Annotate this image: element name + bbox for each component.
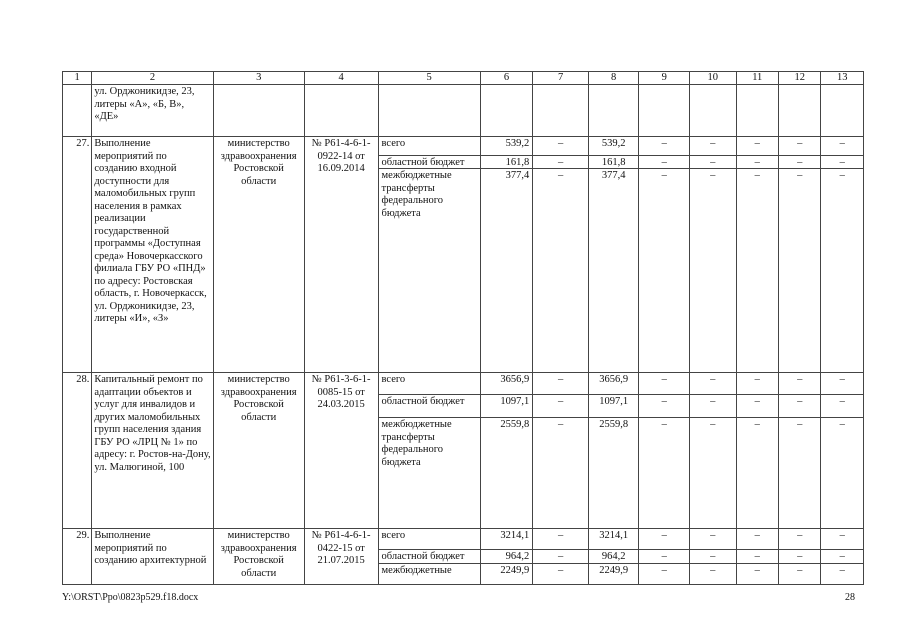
value: – bbox=[754, 565, 760, 576]
col-header: 4 bbox=[304, 72, 378, 85]
value: – bbox=[797, 565, 803, 576]
value-cell-10 bbox=[690, 373, 737, 529]
value: – bbox=[639, 550, 689, 564]
value: – bbox=[710, 170, 716, 181]
source-name: областной бюджет bbox=[379, 156, 480, 169]
value-cell-12 bbox=[778, 373, 820, 529]
value-cell-6 bbox=[480, 529, 533, 585]
value: – bbox=[821, 550, 863, 564]
value: – bbox=[779, 395, 820, 418]
source-name: всего bbox=[379, 529, 480, 550]
value: 3214,1 bbox=[481, 529, 533, 550]
col-header: 11 bbox=[736, 72, 778, 85]
value: – bbox=[661, 565, 667, 576]
table-row bbox=[63, 137, 864, 373]
value: – bbox=[639, 156, 689, 169]
ministry-cell: министерство здравоохранения Ростовской области bbox=[213, 137, 304, 373]
value-cell-6 bbox=[480, 373, 533, 529]
value-cell-13 bbox=[821, 137, 864, 373]
value: 377,4 bbox=[505, 170, 530, 181]
value: 3656,9 bbox=[481, 373, 533, 395]
document-cell: № Р61-4-6-1-0422-15 от 21.07.2015 bbox=[304, 529, 378, 585]
value: – bbox=[839, 565, 845, 576]
value-cell-11 bbox=[736, 373, 778, 529]
value-cell-9 bbox=[639, 373, 690, 529]
col-header: 5 bbox=[378, 72, 480, 85]
value: – bbox=[690, 395, 736, 418]
source-name: областной бюджет bbox=[379, 550, 480, 564]
source-name: межбюджетные трансферты федерального бюджета bbox=[381, 170, 452, 219]
value-cell-11 bbox=[736, 529, 778, 585]
value: – bbox=[754, 419, 760, 430]
value: – bbox=[533, 373, 588, 395]
value: – bbox=[639, 395, 689, 418]
value: – bbox=[639, 373, 689, 395]
value: 2249,9 bbox=[500, 565, 530, 576]
ministry-cell: министерство здравоохранения Ростовской области bbox=[213, 373, 304, 529]
value: 3214,1 bbox=[589, 529, 639, 550]
value-cell-13 bbox=[821, 529, 864, 585]
table-row bbox=[63, 373, 864, 529]
value-cell-12 bbox=[778, 529, 820, 585]
value: – bbox=[737, 529, 778, 550]
value: – bbox=[779, 550, 820, 564]
col-header: 9 bbox=[639, 72, 690, 85]
value: – bbox=[737, 156, 778, 169]
document-cell: № Р61-4-6-1-0922-14 от 16.09.2014 bbox=[304, 137, 378, 373]
table-row bbox=[63, 85, 864, 137]
col-header: 6 bbox=[480, 72, 533, 85]
value-cell-10 bbox=[690, 529, 737, 585]
source-name: всего bbox=[379, 373, 480, 395]
value-cell-6 bbox=[480, 137, 533, 373]
object-cell: Выполнение мероприятий по созданию входной доступности для маломобильных групп населения в рамках реализации государственной программы «Доступная среда» Новочеркасского филиала ГБУ РО «ПНД» по адресу: Ростовская область, г. Новочеркасск, ул. Орджоникидзе, 23, литеры «И», «З» bbox=[92, 137, 213, 373]
value: – bbox=[821, 156, 863, 169]
source-name: межбюджетные bbox=[381, 565, 452, 576]
file-path: Y:\ORST\Ppo\0823p529.f18.docx bbox=[62, 592, 199, 603]
value: – bbox=[710, 419, 716, 430]
col-header: 12 bbox=[778, 72, 820, 85]
value: – bbox=[779, 137, 820, 156]
page-number: 28 bbox=[845, 592, 855, 603]
col-header: 7 bbox=[533, 72, 589, 85]
value: – bbox=[557, 170, 564, 181]
value: 3656,9 bbox=[589, 373, 639, 395]
value: – bbox=[737, 137, 778, 156]
value: 2249,9 bbox=[599, 565, 629, 576]
value: – bbox=[533, 529, 588, 550]
source-name: всего bbox=[379, 137, 480, 156]
value: – bbox=[661, 170, 667, 181]
value-cell-8 bbox=[588, 373, 639, 529]
value-cell-8 bbox=[588, 137, 639, 373]
value: – bbox=[821, 529, 863, 550]
value: – bbox=[779, 156, 820, 169]
document-table bbox=[62, 71, 864, 585]
value: 964,2 bbox=[589, 550, 639, 564]
source-cell bbox=[378, 529, 480, 585]
col-header: 2 bbox=[92, 72, 213, 85]
document-cell: № Р61-3-6-1-0085-15 от 24.03.2015 bbox=[304, 373, 378, 529]
value: 377,4 bbox=[601, 170, 626, 181]
col-header: 1 bbox=[63, 72, 92, 85]
table-row bbox=[63, 529, 864, 585]
value-cell-12 bbox=[778, 137, 820, 373]
col-header: 10 bbox=[690, 72, 737, 85]
ministry-cell: министерство здравоохранения Ростовской области bbox=[213, 529, 304, 585]
value: – bbox=[737, 550, 778, 564]
row-number: 28. bbox=[63, 373, 92, 529]
value: – bbox=[639, 529, 689, 550]
value: – bbox=[779, 373, 820, 395]
value: – bbox=[690, 529, 736, 550]
col-header: 3 bbox=[213, 72, 304, 85]
value: – bbox=[779, 529, 820, 550]
value-cell-11 bbox=[736, 137, 778, 373]
value: 539,2 bbox=[589, 137, 639, 156]
value: 2559,8 bbox=[599, 419, 629, 430]
value: – bbox=[533, 395, 588, 418]
value-cell-9 bbox=[639, 529, 690, 585]
value: – bbox=[797, 170, 803, 181]
source-cell bbox=[378, 137, 480, 373]
value: – bbox=[754, 170, 760, 181]
value: – bbox=[797, 419, 803, 430]
value: – bbox=[533, 156, 588, 169]
row-number: 29. bbox=[63, 529, 92, 585]
source-cell bbox=[378, 373, 480, 529]
value: – bbox=[821, 137, 863, 156]
value: 1097,1 bbox=[481, 395, 533, 418]
value-cell-9 bbox=[639, 137, 690, 373]
col-header: 13 bbox=[821, 72, 864, 85]
value: – bbox=[821, 395, 863, 418]
value-cell-8 bbox=[588, 529, 639, 585]
row-number: 27. bbox=[63, 137, 92, 373]
object-cell: Выполнение мероприятий по созданию архитектурной bbox=[92, 529, 213, 585]
source-name: межбюджетные трансферты федерального бюджета bbox=[381, 419, 452, 468]
value: – bbox=[557, 565, 564, 576]
value-cell-10 bbox=[690, 137, 737, 373]
value: 161,8 bbox=[589, 156, 639, 169]
col-header: 8 bbox=[588, 72, 639, 85]
header-row bbox=[63, 72, 864, 85]
value: 2559,8 bbox=[500, 419, 530, 430]
value: – bbox=[737, 395, 778, 418]
value: 1097,1 bbox=[589, 395, 639, 418]
value: – bbox=[533, 137, 588, 156]
value: – bbox=[557, 419, 564, 430]
object-cell: ул. Орджоникидзе, 23, литеры «А», «Б, В», «ДЕ» bbox=[92, 85, 213, 137]
value-cell-7 bbox=[533, 529, 589, 585]
value: – bbox=[639, 137, 689, 156]
source-name: областной бюджет bbox=[379, 395, 480, 418]
value: – bbox=[690, 137, 736, 156]
value: – bbox=[821, 373, 863, 395]
value: – bbox=[661, 419, 667, 430]
value: 161,8 bbox=[481, 156, 533, 169]
value: 539,2 bbox=[481, 137, 533, 156]
value-cell-7 bbox=[533, 137, 589, 373]
value: – bbox=[710, 565, 716, 576]
value: – bbox=[690, 550, 736, 564]
object-cell: Капитальный ремонт по адаптации объектов и услуг для инвалидов и других маломобильных групп населения здания ГБУ РО «ЛРЦ № 1» по адресу: г. Ростов-на-Дону, ул. Малюгиной, 100 bbox=[92, 373, 213, 529]
value: – bbox=[690, 156, 736, 169]
value: – bbox=[690, 373, 736, 395]
value: – bbox=[737, 373, 778, 395]
value: 964,2 bbox=[481, 550, 533, 564]
value: – bbox=[839, 419, 845, 430]
value-cell-13 bbox=[821, 373, 864, 529]
value: – bbox=[839, 170, 845, 181]
value-cell-7 bbox=[533, 373, 589, 529]
value: – bbox=[533, 550, 588, 564]
